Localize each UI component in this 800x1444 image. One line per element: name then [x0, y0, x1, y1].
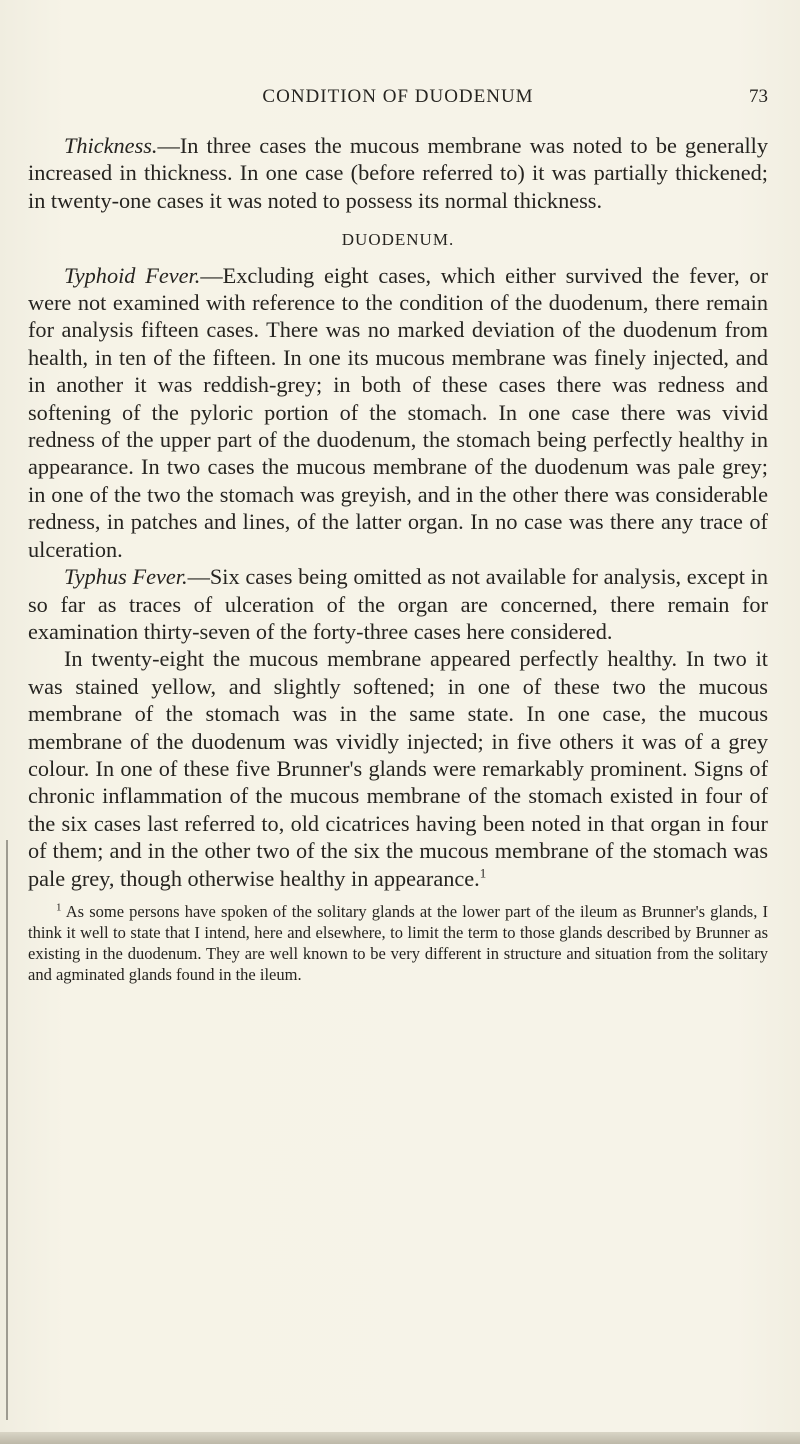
footnote-text: As some persons have spoken of the solitary glands at the lower part of the ileum as Brunner's glands, I think it well to state that I intend, here and elsewhere, to limit the term to those glands described by Brunner as existing in the duodenum. They are well known to be very different in structure and situation from the solitary and agminated glands found in the ileum.: [28, 901, 768, 984]
page-bottom-edge: [0, 1432, 800, 1444]
paragraph-text: In twenty-eight the mucous membrane appeared perfectly healthy. In two it was stained yellow, and slightly softened; in one of these two the mucous membrane of the stomach was in the same state. In one case, the mucous membrane of the duodenum was vividly injected; in five others it was of a grey colour. In one of these five Brunner's glands were remarkably prominent. Signs of chronic inflammation of the mucous membrane of the stomach existed in four of the six cases last referred to, old cicatrices having been noted in that organ in four of them; and in the other two of the six the mucous membrane of the stomach was pale grey, though otherwise healthy in appearance.: [28, 646, 768, 891]
body-text: [28, 132, 768, 985]
paragraph-lead: Thickness.: [64, 133, 158, 158]
paragraph-lead: Typhus Fever.: [64, 564, 188, 590]
page-edge-shadow: [6, 840, 8, 1420]
footnote-marker: 1: [56, 901, 62, 914]
footnote: [28, 901, 768, 985]
paragraph-lead: Typhoid Fever.: [64, 262, 201, 288]
paragraph-text: —In three cases the mucous membrane was noted to be generally increased in thickness. In one case (before referred to) it was partially thickened; in twenty-one cases it was noted to possess its normal thickness.: [28, 133, 768, 213]
paragraph-typhus: [28, 563, 768, 645]
paragraph-typhoid: [28, 262, 768, 563]
page-header: [28, 86, 768, 116]
paragraph-typhus-continued: [28, 645, 768, 892]
section-heading: DUODENUM.: [341, 230, 455, 250]
paragraph-thickness: [28, 132, 768, 214]
paragraph-text: —Six cases being omitted as not available for analysis, except in so far as traces of ulceration of the organ are concerned, there remain for examination thirty-seven of the forty-three cases here considered.: [28, 564, 768, 644]
paragraph-text: —Excluding eight cases, which either survived the fever, or were not examined with reference to the condition of the duodenum, there remain for analysis fifteen cases. There was no marked deviation of the duodenum from health, in ten of the fifteen. In one its mucous membrane was finely injected, and in another it was reddish-grey; in both of these cases there was redness and softening of the pyloric portion of the stomach. In one case there was vivid redness of the upper part of the duodenum, the stomach being perfectly healthy in appearance. In two cases the mucous membrane of the duodenum was pale grey; in one of the two the stomach was greyish, and in the other there was considerable redness, in patches and lines, of the latter organ. In no case was there any trace of ulceration.: [28, 262, 769, 562]
page-number: 73: [749, 86, 768, 107]
footnote-reference[interactable]: 1: [479, 865, 487, 881]
running-head: CONDITION OF DUODENUM: [262, 86, 534, 107]
